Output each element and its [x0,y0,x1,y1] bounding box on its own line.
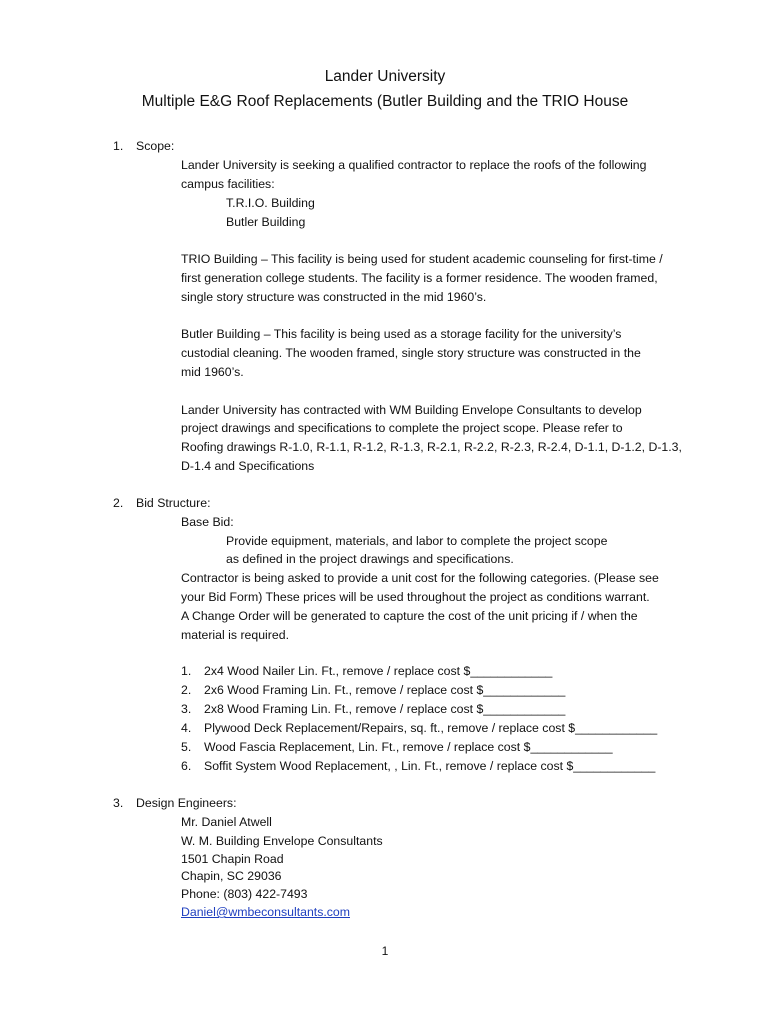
paragraph-line: first generation college students. The facility is a former residence. The wooden framed, [181,271,658,285]
paragraph-line: custodial cleaning. The wooden framed, single story structure was constructed in the [181,346,641,360]
list-item-number: 2. [181,683,192,697]
unit-cost-item: Wood Fascia Replacement, Lin. Ft., remove / replace cost $____________ [204,740,613,754]
email-link[interactable]: Daniel@wmbeconsultants.com [181,905,350,919]
unit-cost-item: 2x6 Wood Framing Lin. Ft., remove / replace cost $____________ [204,683,566,697]
section-heading-scope: Scope: [136,139,175,153]
paragraph-line: TRIO Building – This facility is being used for student academic counseling for first-time / [181,252,663,266]
paragraph-line: D-1.4 and Specifications [181,459,315,473]
section-heading-design-engineers: Design Engineers: [136,796,237,810]
list-item-number: 6. [181,759,192,773]
list-item-number: 1. [181,664,192,678]
facility-item: Butler Building [226,215,306,229]
paragraph-line: A Change Order will be generated to capture the cost of the unit pricing if / when the [181,609,638,623]
paragraph-line: your Bid Form) These prices will be used throughout the project as conditions warrant. [181,590,650,604]
contact-line: Chapin, SC 29036 [181,869,282,883]
contact-line: Mr. Daniel Atwell [181,815,272,829]
unit-cost-item: 2x8 Wood Framing Lin. Ft., remove / replace cost $____________ [204,702,566,716]
section-number: 3. [113,796,124,810]
section-number: 1. [113,139,124,153]
paragraph-line: Lander University is seeking a qualified contractor to replace the roofs of the following [181,158,647,172]
paragraph-line: mid 1960’s. [181,365,244,379]
unit-cost-item: Soffit System Wood Replacement, , Lin. Ft., remove / replace cost $____________ [204,759,656,773]
paragraph-line: as defined in the project drawings and specifications. [226,552,514,566]
contact-line: W. M. Building Envelope Consultants [181,834,383,848]
unit-cost-item: Plywood Deck Replacement/Repairs, sq. ft., remove / replace cost $____________ [204,721,658,735]
list-item-number: 3. [181,702,192,716]
paragraph-line: material is required. [181,628,289,642]
document-subtitle: Multiple E&G Roof Replacements (Butler Building and the TRIO House [141,93,629,110]
list-item-number: 5. [181,740,192,754]
contact-line: Phone: (803) 422-7493 [181,887,308,901]
paragraph-line: campus facilities: [181,177,275,191]
document-title: Lander University [324,68,446,85]
list-item-number: 4. [181,721,192,735]
unit-cost-item: 2x4 Wood Nailer Lin. Ft., remove / replace cost $____________ [204,664,553,678]
paragraph-line: single story structure was constructed in the mid 1960’s. [181,290,487,304]
section-number: 2. [113,496,124,510]
section-heading-bid-structure: Bid Structure: [136,496,211,510]
paragraph-line: Provide equipment, materials, and labor to complete the project scope [226,534,608,548]
paragraph-line: Butler Building – This facility is being used as a storage facility for the university’s [181,327,622,341]
paragraph-line: Lander University has contracted with WM Building Envelope Consultants to develop [181,403,642,417]
paragraph-line: Roofing drawings R-1.0, R-1.1, R-1.2, R-1.3, R-2.1, R-2.2, R-2.3, R-2.4, D-1.1, D-1.2, D-1.3, [181,440,682,454]
paragraph-line: Contractor is being asked to provide a unit cost for the following categories. (Please see [181,571,659,585]
paragraph-line: project drawings and specifications to complete the project scope. Please refer to [181,421,623,435]
base-bid-label: Base Bid: [181,515,234,529]
contact-line: 1501 Chapin Road [181,852,284,866]
facility-item: T.R.I.O. Building [226,196,315,210]
page-number: 1 [381,944,389,958]
